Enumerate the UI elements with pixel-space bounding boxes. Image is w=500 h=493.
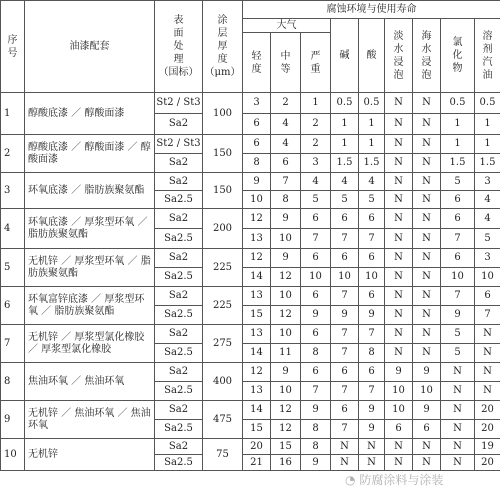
life-value: 12 [271,306,301,325]
table-header [1,1,500,93]
paint-system: 焦油环氧 ／ 焦油环氧 [25,363,155,401]
life-value: N [413,114,441,135]
life-value: 1.5 [475,154,500,173]
life-value: N [385,287,413,306]
life-value: 10 [413,382,441,401]
life-value: 11 [271,344,301,363]
life-value: N [441,382,475,401]
life-value: 4 [359,173,385,191]
paint-system: 环氧底漆 ／ 脂肪族聚氨酯 [25,173,155,209]
life-value: 5 [359,191,385,209]
life-value: 6 [301,287,331,306]
life-value: 6 [359,363,385,382]
life-value: 10 [271,325,301,344]
header-sea: 海 水 浸 泡 [413,19,441,93]
life-value: 7 [441,287,475,306]
life-value: 3 [475,249,500,268]
life-value: 4 [271,135,301,154]
life-value: 3 [301,154,331,173]
life-value: 7 [359,229,385,249]
life-value: 9 [359,401,385,420]
life-value: 6 [359,249,385,268]
row-number: 5 [1,249,25,287]
surface-prep: Sa2.5 [155,229,203,249]
watermark [345,471,443,488]
life-value: 7 [331,420,359,439]
paint-system: 无机锌 [25,439,155,471]
table-row [1,439,500,455]
life-value: 1 [441,135,475,154]
life-value: 6 [243,114,271,135]
life-value: 7 [331,382,359,401]
life-value: N [413,93,441,114]
row-number: 9 [1,401,25,439]
header-severe: 严 重 [301,33,331,93]
life-value: N [385,135,413,154]
paint-system: 无机锌 ／ 焦油环氧 ／ 焦油环氧 [25,401,155,439]
life-value: 7 [359,325,385,344]
surface-prep: St2 / St3 [155,135,203,154]
life-value: 3 [475,173,500,191]
life-value: N [385,191,413,209]
life-value: 8 [301,439,331,455]
life-value: 1.5 [441,154,475,173]
thickness-value: 75 [203,439,243,471]
life-value: N [385,249,413,268]
life-value: N [475,325,500,344]
life-value: 4 [475,209,500,229]
life-value: 3 [243,93,271,114]
header-solvent: 溶 剂 汽 油 [475,19,500,93]
life-value: N [359,439,385,455]
thickness-value: 100 [203,93,243,135]
life-value: 5 [441,344,475,363]
life-value: 6 [331,209,359,229]
header-seq: 序 号 [1,1,25,93]
life-value: 13 [243,287,271,306]
paint-system: 醇酸底漆 ／ 醇酸面漆 [25,93,155,135]
surface-prep: Sa2.5 [155,344,203,363]
thickness-value: 225 [203,249,243,287]
life-value: 10 [385,382,413,401]
surface-prep: Sa2 [155,325,203,344]
paint-system: 无机锌 ／ 厚浆型环氧 ／ 脂肪族聚氨酯 [25,249,155,287]
life-value: 9 [359,306,385,325]
life-value: 9 [331,306,359,325]
life-value: N [413,249,441,268]
surface-prep: Sa2.5 [155,191,203,209]
life-value: N [331,455,359,471]
thickness-value: 200 [203,209,243,249]
life-value: N [385,439,413,455]
life-value: 7 [441,229,475,249]
life-value: 5 [441,325,475,344]
life-value: N [413,325,441,344]
table-row [1,287,500,306]
table-row [1,401,500,420]
life-value: 6 [301,325,331,344]
life-value: 6 [301,249,331,268]
header-fresh: 淡 水 浸 泡 [385,19,413,93]
life-value: 16 [271,455,301,471]
surface-prep: St2 / St3 [155,93,203,114]
life-value: 10 [271,229,301,249]
life-value: N [413,287,441,306]
life-value: 7 [301,229,331,249]
life-value: N [441,420,475,439]
surface-prep: Sa2 [155,173,203,191]
surface-prep: Sa2 [155,287,203,306]
life-value: N [413,306,441,325]
life-value: 12 [271,420,301,439]
paint-system: 醇酸底漆 ／ 醇酸面漆 ／ 醇酸面漆 [25,135,155,173]
life-value: 1 [301,93,331,114]
life-value: 1 [441,114,475,135]
life-value: 0.5 [441,93,475,114]
life-value: 13 [243,229,271,249]
life-value: 1.5 [359,154,385,173]
surface-prep: Sa2.5 [155,420,203,439]
life-value: 9 [301,306,331,325]
life-value: 10 [331,268,359,287]
life-value: 7 [331,229,359,249]
header-alkali: 碱 [331,19,359,93]
life-value: N [475,363,500,382]
header-atmosphere: 大气 [243,19,331,33]
row-number: 10 [1,439,25,471]
life-value: N [413,268,441,287]
life-value: 2 [301,135,331,154]
life-value: N [441,363,475,382]
surface-prep: Sa2.5 [155,382,203,401]
surface-prep: Sa2 [155,363,203,382]
life-value: 10 [441,268,475,287]
header-light: 轻 度 [243,33,271,93]
row-number: 7 [1,325,25,363]
life-value: N [441,439,475,455]
life-value: 5 [475,229,500,249]
table-row [1,209,500,229]
header-chloride: 氯 化 物 [441,19,475,93]
life-value: 1 [359,135,385,154]
life-value: 6 [413,420,441,439]
life-value: 6 [331,401,359,420]
life-value: 6 [243,135,271,154]
thickness-value: 400 [203,363,243,401]
life-value: 7 [271,173,301,191]
life-value: 15 [243,306,271,325]
life-value: 0.5 [331,93,359,114]
life-value: 7 [475,306,500,325]
surface-prep: Sa2.5 [155,268,203,287]
life-value: 4 [301,173,331,191]
life-value: 9 [271,363,301,382]
life-value: 13 [243,325,271,344]
table-body [1,93,500,471]
table-row [1,325,500,344]
header-acid: 酸 [359,19,385,93]
table-row [1,173,500,191]
life-value: 8 [271,191,301,209]
life-value: 12 [271,401,301,420]
surface-prep: Sa2 [155,249,203,268]
life-value: 10 [271,287,301,306]
row-number: 6 [1,287,25,325]
life-value: N [413,209,441,229]
thickness-value: 275 [203,325,243,363]
row-number: 1 [1,93,25,135]
header-medium: 中 等 [271,33,301,93]
life-value: 7 [301,382,331,401]
life-value: 4 [271,114,301,135]
life-value: N [413,439,441,455]
life-value: 10 [359,268,385,287]
header-system: 油漆配套 [25,1,155,93]
paint-system: 环氧底漆 ／ 厚浆型环氧 ／ 脂肪族聚氨酯 [25,209,155,249]
life-value: 6 [301,363,331,382]
life-value: 20 [475,401,500,420]
life-value: N [475,382,500,401]
life-value: 1 [475,135,500,154]
life-value: 0.5 [359,93,385,114]
life-value: N [385,325,413,344]
life-value: 8 [359,344,385,363]
life-value: 9 [385,363,413,382]
life-value: N [385,154,413,173]
life-value: 10 [385,401,413,420]
life-value: N [413,154,441,173]
life-value: 4 [331,173,359,191]
header-env: 腐蚀环境与使用寿命 [243,1,500,19]
life-value: 8 [243,154,271,173]
life-value: 19 [475,439,500,455]
surface-prep: Sa2.5 [155,306,203,325]
life-value: N [385,455,413,471]
life-value: N [441,455,475,471]
life-value: N [385,114,413,135]
life-value: N [413,191,441,209]
life-value: 6 [441,249,475,268]
life-value: N [359,455,385,471]
life-value: N [413,135,441,154]
table-row [1,93,500,114]
life-value: N [441,401,475,420]
life-value: 12 [243,249,271,268]
life-value: 6 [385,420,413,439]
row-number: 4 [1,209,25,249]
surface-prep: Sa2 [155,401,203,420]
life-value: 6 [271,154,301,173]
table-row [1,249,500,268]
watermark-icon: ◔ [345,473,356,487]
life-value: 14 [243,401,271,420]
life-value: 6 [441,191,475,209]
life-value: 20 [475,420,500,439]
life-value: N [475,344,500,363]
life-value: 10 [301,268,331,287]
header-surface: 表 面 处 理 （国标） [155,1,203,93]
life-value: 6 [331,363,359,382]
life-value: 8 [301,420,331,439]
life-value: N [385,173,413,191]
life-value: 9 [301,455,331,471]
header-thickness: 涂 层 厚 度 （μm） [203,1,243,93]
life-value: 9 [301,401,331,420]
life-value: N [385,209,413,229]
life-value: 14 [243,344,271,363]
life-value: 15 [243,420,271,439]
thickness-value: 225 [203,287,243,325]
life-value: 20 [475,455,500,471]
life-value: 21 [243,455,271,471]
life-value: 13 [243,382,271,401]
life-value: 7 [331,344,359,363]
surface-prep: Sa2 [155,209,203,229]
life-value: 4 [475,191,500,209]
life-value: 7 [359,382,385,401]
life-value: 9 [359,420,385,439]
life-value: 14 [243,268,271,287]
life-value: 9 [441,306,475,325]
life-value: N [385,268,413,287]
watermark-text: 防腐涂料与涂装 [359,473,444,487]
table-row [1,135,500,154]
life-value: 7 [331,287,359,306]
life-value: 0.5 [475,93,500,114]
life-value: 6 [331,249,359,268]
life-value: 1 [359,114,385,135]
life-value: N [385,93,413,114]
life-value: 9 [271,249,301,268]
life-value: N [385,344,413,363]
life-value: 7 [331,325,359,344]
thickness-value: 475 [203,401,243,439]
life-value: 1 [331,114,359,135]
surface-prep: Sa2 [155,439,203,455]
life-value: 10 [271,382,301,401]
life-value: 2 [271,93,301,114]
row-number: 8 [1,363,25,401]
paint-system: 无机锌 ／ 厚浆型氯化橡胶 ／ 厚浆型氯化橡胶 [25,325,155,363]
life-value: N [413,229,441,249]
table-row [1,363,500,382]
life-value: N [385,229,413,249]
life-value: 6 [441,209,475,229]
life-value: 12 [243,209,271,229]
thickness-value: 150 [203,173,243,209]
life-value: 6 [359,209,385,229]
life-value: 9 [413,401,441,420]
life-value: 15 [271,439,301,455]
surface-prep: Sa2 [155,114,203,135]
life-value: 2 [301,114,331,135]
surface-prep: Sa2 [155,154,203,173]
life-value: 12 [243,363,271,382]
life-value: 5 [301,191,331,209]
life-value: 6 [475,287,500,306]
thickness-value: 150 [203,135,243,173]
life-value: 1 [331,135,359,154]
life-value: N [413,344,441,363]
life-value: 10 [475,268,500,287]
life-value: 9 [413,363,441,382]
paint-system: 环氧富锌底漆 ／ 厚浆型环氧 ／ 脂肪族聚氨酯 [25,287,155,325]
life-value: 5 [331,191,359,209]
life-value: 6 [301,209,331,229]
life-value: N [413,455,441,471]
life-value: 12 [271,268,301,287]
life-value: N [331,439,359,455]
life-value: 9 [271,209,301,229]
life-value: 8 [301,344,331,363]
life-value: 1 [475,114,500,135]
life-value: N [385,306,413,325]
life-value: 6 [359,287,385,306]
row-number: 3 [1,173,25,209]
surface-prep: Sa2.5 [155,455,203,471]
life-value: 1.5 [331,154,359,173]
life-value: N [413,173,441,191]
life-value: 20 [243,439,271,455]
life-value: 5 [441,173,475,191]
life-value: 10 [243,191,271,209]
life-value: 9 [243,173,271,191]
row-number: 2 [1,135,25,173]
